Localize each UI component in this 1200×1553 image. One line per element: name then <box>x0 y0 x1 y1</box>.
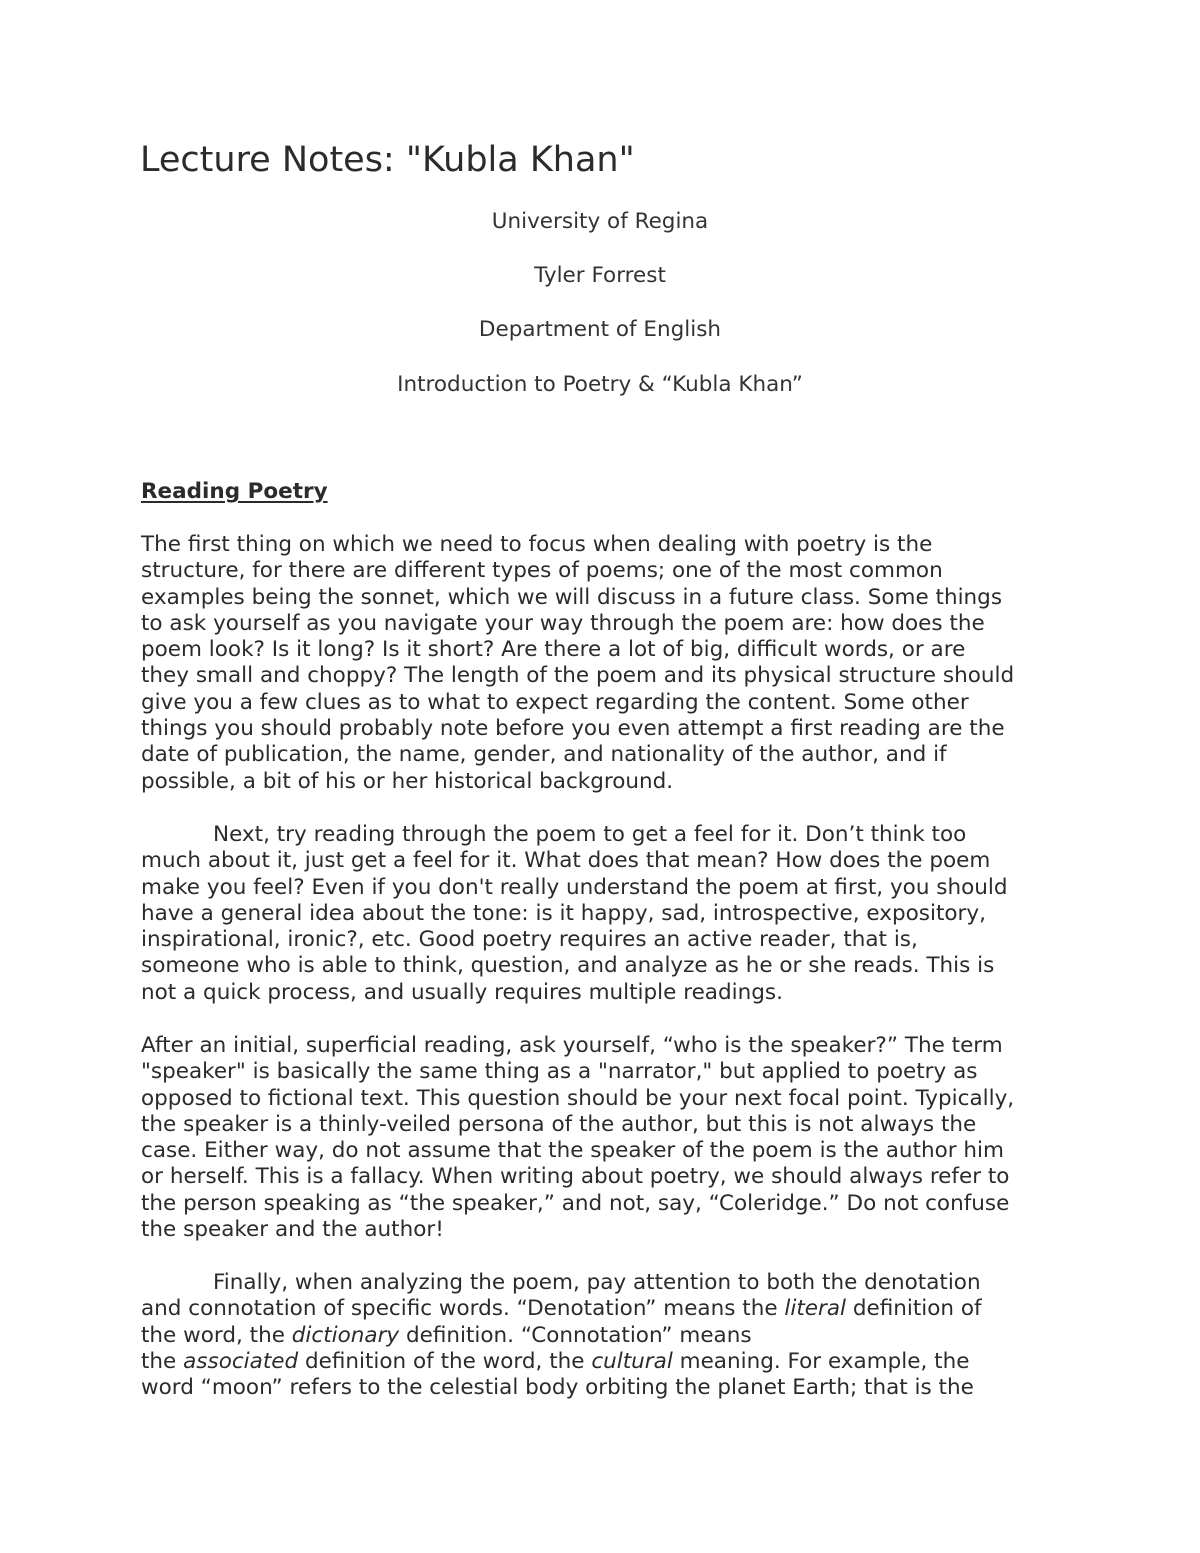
paragraph-2 <box>141 822 1061 1006</box>
paragraph-line: Finally, when analyzing the poem, pay attention to both the denotation <box>213 1270 981 1295</box>
paragraph-line: give you a few clues as to what to expect regarding the content. Some other <box>141 689 969 715</box>
paragraph-1 <box>141 532 1061 795</box>
paragraph-line: much about it, just get a feel for it. What does that mean? How does the poem <box>141 848 991 874</box>
paragraph-4 <box>141 1270 1061 1401</box>
paragraph-line: date of publication, the name, gender, and nationality of the author, and if <box>141 742 947 768</box>
text-run: definition of <box>845 1296 982 1322</box>
paragraph-line: to ask yourself as you navigate your way through the poem are: how does the <box>141 610 985 636</box>
text-run: and connotation of specific words. “Denotation” means the <box>141 1296 785 1322</box>
paragraph-line: the person speaking as “the speaker,” and not, say, “Coleridge.” Do not confuse <box>141 1190 1010 1216</box>
text-run: the word, the <box>141 1322 292 1348</box>
header-author: Tyler Forrest <box>534 263 666 288</box>
paragraph-line: not a quick process, and usually requires multiple readings. <box>141 979 783 1005</box>
header-department: Department of English <box>478 317 722 342</box>
paragraph-line: they small and choppy? The length of the poem and its physical structure should <box>141 663 1015 689</box>
paragraph-line: someone who is able to think, question, and analyze as he or she reads. This is <box>141 953 995 979</box>
text-run: definition of the word, the <box>298 1348 592 1374</box>
paragraph-line: have a general idea about the tone: is it happy, sad, introspective, expository, <box>141 900 986 926</box>
paragraph-line: word “moon” refers to the celestial body orbiting the planet Earth; that is the <box>141 1375 974 1401</box>
paragraph-line: inspirational, ironic?, etc. Good poetry requires an active reader, that is, <box>141 927 918 953</box>
paragraph-line: structure, for there are different types of poems; one of the most common <box>141 558 943 584</box>
header-course: Introduction to Poetry & “Kubla Khan” <box>397 372 803 397</box>
text-run: the <box>141 1348 184 1374</box>
paragraph-line: After an initial, superficial reading, ask yourself, “who is the speaker?” The term <box>141 1033 1003 1058</box>
paragraph-line: or herself. This is a fallacy. When writing about poetry, we should always refer to <box>141 1164 1010 1190</box>
paragraph-line: The first thing on which we need to focus when dealing with poetry is the <box>141 532 933 557</box>
italic-term-dictionary: dictionary <box>291 1322 400 1348</box>
paragraph-line: examples being the sonnet, which we will discuss in a future class. Some things <box>141 584 1003 610</box>
paragraph-line <box>141 1296 1061 1322</box>
paragraph-line: case. Either way, do not assume that the speaker of the poem is the author him <box>141 1138 1004 1164</box>
italic-term-literal: literal <box>784 1296 846 1322</box>
text-run: meaning. For example, the <box>672 1348 970 1374</box>
document-title: Lecture Notes: "Kubla Khan" <box>140 140 635 180</box>
paragraph-line: possible, a bit of his or her historical background. <box>141 768 674 794</box>
paragraph-line: the speaker and the author! <box>141 1217 444 1243</box>
section-heading: Reading Poetry <box>141 479 328 504</box>
italic-term-cultural: cultural <box>591 1348 673 1374</box>
paragraph-line: poem look? Is it long? Is it short? Are there a lot of big, difficult words, or are <box>141 637 966 663</box>
paragraph-line <box>141 1323 1061 1349</box>
paragraph-line: Next, try reading through the poem to get a feel for it. Don’t think too <box>213 822 967 847</box>
paragraph-line: opposed to fictional text. This question should be your next focal point. Typically, <box>141 1085 1015 1111</box>
paragraph-3 <box>141 1033 1061 1243</box>
header-university: University of Regina <box>491 209 709 234</box>
paragraph-line: make you feel? Even if you don't really understand the poem at first, you should <box>141 874 1008 900</box>
italic-term-associated: associated <box>183 1348 299 1374</box>
paragraph-line: "speaker" is basically the same thing as a "narrator," but applied to poetry as <box>141 1059 978 1085</box>
paragraph-line: the speaker is a thinly-veiled persona of the author, but this is not always the <box>141 1111 977 1137</box>
text-run: definition. “Connotation” means <box>399 1322 752 1348</box>
paragraph-line: things you should probably note before you even attempt a first reading are the <box>141 716 1005 742</box>
paragraph-line <box>141 1349 1061 1375</box>
